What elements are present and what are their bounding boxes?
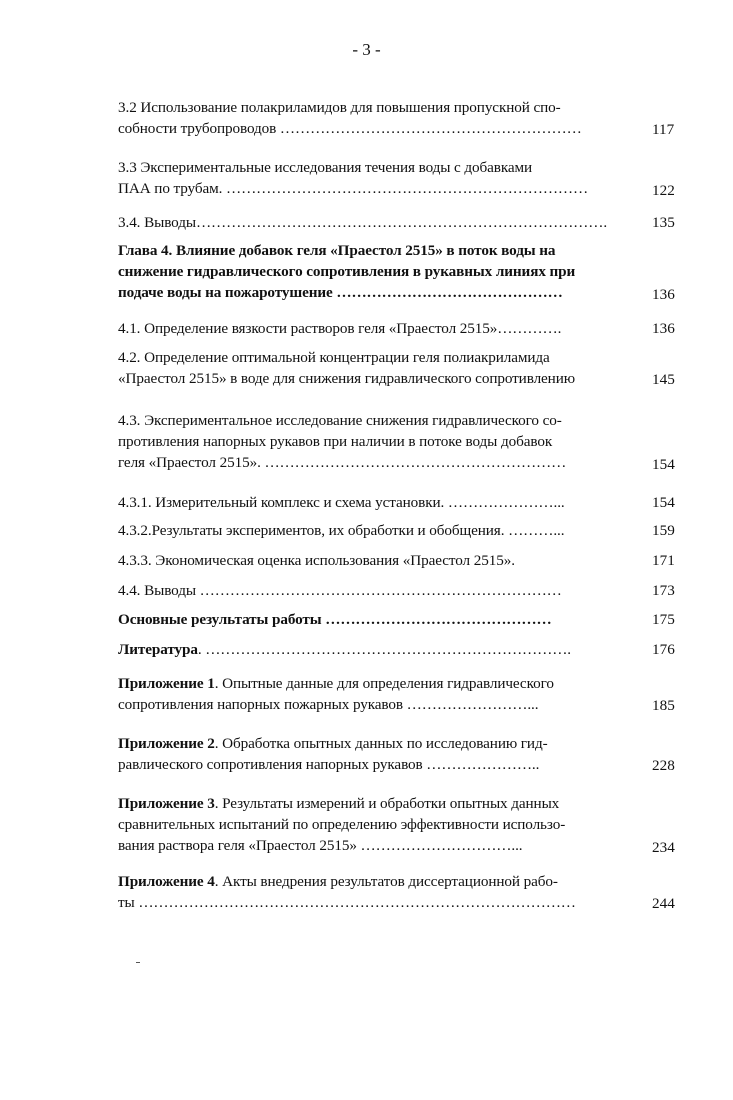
toc-entry-line: сравнительных испытаний по определению эффективности использо- <box>118 816 566 833</box>
toc-entry-line: 4.4. Выводы ……………………………………………………………… <box>118 582 562 599</box>
toc-entry-line: Приложение 3. Результаты измерений и обработки опытных данных <box>118 795 560 812</box>
toc-entry-line: Приложение 2. Обработка опытных данных по исследованию гид- <box>118 735 548 752</box>
toc-entry <box>118 492 645 513</box>
toc-entry-line: 4.2. Определение оптимальной концентрации геля полиакриламида <box>118 349 550 366</box>
toc-page-number: 154 <box>652 494 675 511</box>
toc-page-number: 185 <box>652 697 675 714</box>
toc-entry-line: снижение гидравлического сопротивления в рукавных линиях при <box>118 263 576 280</box>
toc-entry-line: 4.3.1. Измерительный комплекс и схема установки. …………………... <box>118 494 565 511</box>
stray-mark <box>136 962 140 963</box>
toc-entry-line: собности трубопроводов …………………………………………………… <box>118 120 582 137</box>
toc-page-number: 244 <box>652 895 675 912</box>
toc-entry-line: 4.3.2.Результаты экспериментов, их обработки и обобщения. ………... <box>118 522 565 539</box>
toc-entry <box>118 733 645 775</box>
toc-entry <box>118 157 645 199</box>
toc-entry-line: Литература. ………………………………………………………………. <box>118 641 572 658</box>
toc-entry <box>118 871 645 913</box>
toc-entry <box>118 347 645 389</box>
toc-entry-line: 3.3 Экспериментальные исследования течения воды с добавками <box>118 159 533 176</box>
toc-entry-line: Глава 4. Влияние добавок геля «Праестол 2515» в поток воды на <box>118 242 556 259</box>
toc-entry <box>118 550 645 571</box>
toc-entry-line: противления напорных рукавов при наличии в потоке воды добавок <box>118 433 553 450</box>
toc-entry-line: Основные результаты работы ……………………………………… <box>118 611 552 628</box>
toc-page-number: 117 <box>652 121 675 138</box>
toc-entry <box>118 97 645 139</box>
toc-page-number: 234 <box>652 839 675 856</box>
toc-page-number: 154 <box>652 456 675 473</box>
toc-entry-line: геля «Праестол 2515». …………………………………………………… <box>118 454 567 471</box>
toc-entry-heading: Приложение 2 <box>118 735 215 752</box>
toc-page-number: 145 <box>652 371 675 388</box>
page-number: - 3 - <box>352 40 381 59</box>
toc-page-number: 136 <box>652 320 675 337</box>
toc-page-number: 176 <box>652 641 675 658</box>
toc-entry <box>118 520 645 541</box>
toc-entry-line: 3.4. Выводы………………………………………………………………………. <box>118 214 608 231</box>
toc-entry-line: 3.2 Использование полакриламидов для повышения пропускной спо- <box>118 99 561 116</box>
toc-entry-line: ты …………………………………………………………………………… <box>118 894 576 911</box>
toc-entry-heading: Приложение 3 <box>118 795 215 812</box>
toc-entry-line: 4.3. Экспериментальное исследование снижения гидравлического со- <box>118 412 562 429</box>
toc-page-number: 136 <box>652 286 675 303</box>
toc-page-number: 159 <box>652 522 675 539</box>
toc-entry-line: подаче воды на пожаротушение ……………………………………… <box>118 284 563 301</box>
toc-page-number: 135 <box>652 214 675 231</box>
toc-entry <box>118 673 645 715</box>
toc-entry-line: сопротивления напорных пожарных рукавов ……………………... <box>118 696 539 713</box>
toc-entry <box>118 639 645 660</box>
toc-page-number: 171 <box>652 552 675 569</box>
toc-entry-heading: Приложение 1 <box>118 675 215 692</box>
toc-page-number: 228 <box>652 757 675 774</box>
toc-entry-line: «Праестол 2515» в воде для снижения гидравлического сопротивлению <box>118 370 575 387</box>
toc-entry <box>118 240 645 303</box>
toc-page-number: 173 <box>652 582 675 599</box>
toc-entry-heading: Приложение 4 <box>118 873 215 890</box>
toc-entry <box>118 318 645 339</box>
toc-page-number: 122 <box>652 182 675 199</box>
toc-entry-heading: Литература <box>118 641 198 658</box>
toc-page-number: 175 <box>652 611 675 628</box>
toc-entry <box>118 609 645 630</box>
toc-entry <box>118 793 645 856</box>
toc-entry-line: равлического сопротивления напорных рукавов ………………….. <box>118 756 540 773</box>
toc-entry <box>118 580 645 601</box>
toc-entry-line: Приложение 1. Опытные данные для определения гидравлического <box>118 675 554 692</box>
toc-entry-line: Приложение 4. Акты внедрения результатов диссертационной рабо- <box>118 873 558 890</box>
toc-entry <box>118 212 645 233</box>
toc-entry-line: 4.1. Определение вязкости растворов геля «Праестол 2515»…………. <box>118 320 562 337</box>
toc-entry-line: 4.3.3. Экономическая оценка использования «Праестол 2515». <box>118 552 515 569</box>
toc-entry-line: вания раствора геля «Праестол 2515» …………………………... <box>118 837 523 854</box>
toc-entry <box>118 410 645 473</box>
toc-entry-line: ПАА по трубам. ……………………………………………………………… <box>118 180 589 197</box>
